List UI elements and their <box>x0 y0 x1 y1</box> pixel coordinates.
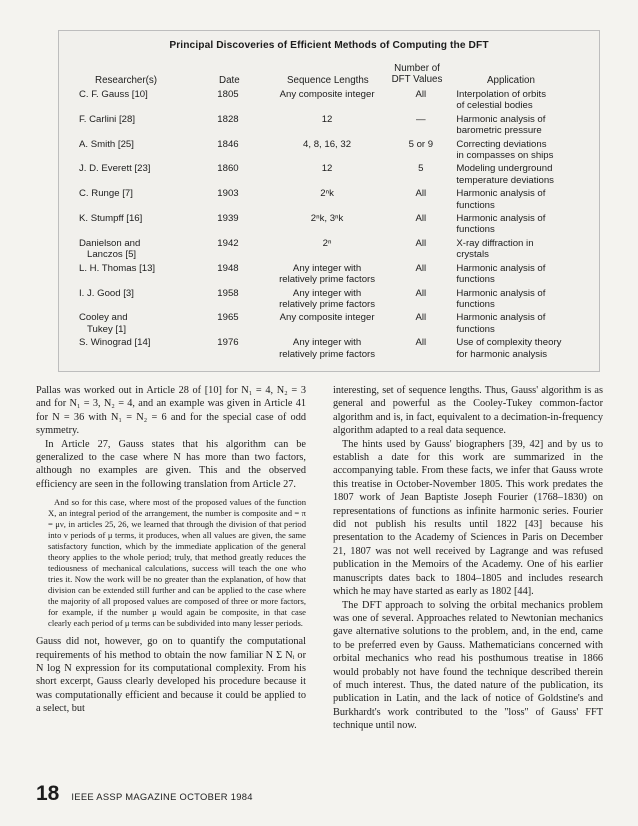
researcher-cell-line: I. J. Good [3] <box>79 287 134 299</box>
researcher-cell-line: S. Winograd [14] <box>79 337 151 349</box>
dft-values-cell <box>391 263 450 288</box>
application-cell-line: for harmonic analysis <box>456 348 548 360</box>
application-cell-line: temperature deviations <box>456 174 554 186</box>
application-cell-line: Harmonic analysis of <box>456 287 546 299</box>
sequence-lengths-cell <box>263 188 391 213</box>
application-cell-line: X-ray diffraction in <box>456 237 534 249</box>
researcher-cell <box>79 263 217 288</box>
dft-values-cell <box>391 337 450 362</box>
table-title: Principal Discoveries of Efficient Methods of Computing the DFT <box>169 40 489 51</box>
application-cell <box>450 238 589 263</box>
application-cell-line: Modeling underground <box>456 163 553 175</box>
sequence-lengths-cell <box>263 263 391 288</box>
date-cell-line: 1939 <box>217 213 239 225</box>
sequence-lengths-cell-line: relatively prime factors <box>279 274 376 286</box>
researcher-cell-line: C. Runge [7] <box>79 188 133 200</box>
date-cell-line: 1846 <box>217 138 239 150</box>
application-cell-line: Harmonic analysis of <box>456 213 546 225</box>
date-cell <box>217 114 263 139</box>
sequence-lengths-cell <box>263 238 391 263</box>
dft-values-cell-line: 5 <box>418 163 424 175</box>
date-cell <box>217 188 263 213</box>
date-cell <box>217 213 263 238</box>
dft-values-cell-line: — <box>416 113 426 125</box>
researcher-cell <box>79 238 217 263</box>
date-cell-line: 1965 <box>217 312 239 324</box>
date-cell <box>217 89 263 114</box>
researcher-cell <box>79 288 217 313</box>
table-row <box>79 263 589 288</box>
dft-values-cell-line: All <box>415 213 427 225</box>
table-row <box>79 114 589 139</box>
page-footer <box>36 782 253 806</box>
researcher-cell <box>79 89 217 114</box>
researcher-cell <box>79 213 217 238</box>
researcher-cell-line: A. Smith [25] <box>79 138 134 150</box>
researcher-cell-line: Tukey [1] <box>87 323 127 335</box>
sequence-lengths-cell-line: 4, 8, 16, 32 <box>303 138 352 150</box>
application-cell <box>450 163 589 188</box>
researcher-cell-line: Danielson and <box>79 237 141 249</box>
sequence-lengths-cell-line: 2ⁿk, 3ⁿk <box>310 213 344 225</box>
sequence-lengths-cell <box>263 89 391 114</box>
application-cell-line: functions <box>456 274 495 286</box>
application-cell <box>450 288 589 313</box>
application-cell <box>450 89 589 114</box>
application-cell-line: functions <box>456 298 495 310</box>
dft-values-cell <box>391 114 450 139</box>
dft-values-cell-line: All <box>415 287 427 299</box>
header-sequence-lengths: Sequence Lengths <box>287 75 369 86</box>
date-cell <box>217 163 263 188</box>
application-cell-line: in compasses on ships <box>456 150 554 162</box>
application-cell-line: functions <box>456 224 495 236</box>
application-cell <box>450 312 589 337</box>
application-cell-line: crystals <box>456 249 489 261</box>
dft-values-cell-line: All <box>415 89 427 100</box>
sequence-lengths-cell <box>263 288 391 313</box>
sequence-lengths-cell-line: Any composite integer <box>279 312 375 324</box>
sequence-lengths-cell-line: Any integer with <box>292 262 362 274</box>
dft-values-cell <box>391 139 450 164</box>
table-row <box>79 139 589 164</box>
application-cell <box>450 263 589 288</box>
date-cell <box>217 139 263 164</box>
left-column <box>36 384 306 716</box>
application-cell <box>450 337 589 362</box>
application-cell-line: barometric pressure <box>456 125 542 137</box>
table-row <box>79 238 589 263</box>
researcher-cell-line: L. H. Thomas [13] <box>79 262 156 274</box>
sequence-lengths-cell-line: relatively prime factors <box>279 298 376 310</box>
sequence-lengths-cell <box>263 337 391 362</box>
dft-values-cell <box>391 188 450 213</box>
application-cell-line: functions <box>456 199 495 211</box>
application-cell-line: Harmonic analysis of <box>456 188 546 200</box>
dft-values-cell <box>391 163 450 188</box>
application-cell-line: Harmonic analysis of <box>456 262 546 274</box>
table-row <box>79 188 589 213</box>
dft-values-cell-line: 5 or 9 <box>408 138 434 150</box>
paragraph: The hints used by Gauss' biographers [39, 42] and by us to establish a date for this work are summarized in the accompanying table. From these facts, we infer that Gauss wrote this treatise in October-November 1805. This work predates the 1807 work of Jean Baptiste Joseph Fourier (1768–1830) on representations of functions as infinite harmonic series. Fourier did not publish his results until 1822 [43] because his presentation to the Academy of Sciences in Paris on December 21, 1807 was not well received by Lagrange and was refused publication in the Memoirs of the Academy. One of his earlier manuscripts dates back to 1804–1805 and includes research which he may have started as early as 1802 [44]. <box>333 438 603 598</box>
dft-values-cell-line: All <box>415 262 427 274</box>
dft-values-cell <box>391 238 450 263</box>
date-cell <box>217 288 263 313</box>
application-cell-line: Harmonic analysis of <box>456 312 546 324</box>
dft-values-cell <box>391 89 450 114</box>
sequence-lengths-cell-line: 12 <box>321 113 333 125</box>
date-cell-line: 1976 <box>217 337 239 349</box>
date-cell <box>217 263 263 288</box>
sequence-lengths-cell <box>263 213 391 238</box>
sequence-lengths-cell <box>263 114 391 139</box>
date-cell-line: 1828 <box>217 113 239 125</box>
sequence-lengths-cell <box>263 312 391 337</box>
sequence-lengths-cell <box>263 139 391 164</box>
application-cell-line: Use of complexity theory <box>456 337 562 349</box>
date-cell <box>217 337 263 362</box>
date-cell-line: 1860 <box>217 163 239 175</box>
application-cell-line: Correcting deviations <box>456 138 547 150</box>
date-cell-line: 1948 <box>217 262 239 274</box>
sequence-lengths-cell-line: 2ⁿk <box>320 188 334 200</box>
table-row <box>79 337 589 362</box>
date-cell-line: 1958 <box>217 287 239 299</box>
sequence-lengths-cell-line: Any composite integer <box>279 89 375 100</box>
application-cell-line: functions <box>456 323 495 335</box>
dft-values-cell <box>391 213 450 238</box>
sequence-lengths-cell-line: 2ⁿ <box>322 237 332 249</box>
researcher-cell <box>79 114 217 139</box>
application-cell-line: of celestial bodies <box>456 100 533 112</box>
paragraph: interesting, set of sequence lengths. Thus, Gauss' algorithm is as general and powerful as the Cooley-Tukey common-factor algorithm and is, in fact, equivalent to a decimation-in-frequency algorithm adapted to a real data sequence. <box>333 385 603 437</box>
dft-values-cell-line: All <box>415 237 427 249</box>
researcher-cell-line: J. D. Everett [23] <box>79 163 151 175</box>
paragraph: In Article 27, Gauss states that his algorithm can be generalized to the case where N has more than two factors, although no examples are given. This and the observed efficiency are seen in the following translation from Article 27. <box>36 438 306 490</box>
sequence-lengths-cell <box>263 163 391 188</box>
dft-discoveries-table <box>58 30 600 372</box>
table-body <box>79 89 589 362</box>
researcher-cell <box>79 139 217 164</box>
sequence-lengths-cell-line: 12 <box>321 163 333 175</box>
application-cell-line: Interpolation of orbits <box>456 89 546 100</box>
table-row <box>79 89 589 114</box>
application-cell-line: Harmonic analysis of <box>456 113 546 125</box>
header-date: Date <box>219 75 240 86</box>
sequence-lengths-cell-line: Any integer with <box>292 337 362 349</box>
date-cell-line: 1903 <box>217 188 239 200</box>
researcher-cell-line: F. Carlini [28] <box>79 113 135 125</box>
page-number: 18 <box>36 782 60 805</box>
sequence-lengths-cell-line: relatively prime factors <box>279 348 376 360</box>
table-row <box>79 288 589 313</box>
researcher-cell <box>79 163 217 188</box>
researcher-cell <box>79 312 217 337</box>
researcher-cell-line: Lanczos [5] <box>87 249 137 261</box>
right-column <box>333 384 603 733</box>
table-row <box>79 213 589 238</box>
dft-values-cell-line: All <box>415 188 427 200</box>
magazine-issue: IEEE ASSP MAGAZINE OCTOBER 1984 <box>71 791 253 802</box>
date-cell <box>217 238 263 263</box>
table-row <box>79 312 589 337</box>
researcher-cell <box>79 337 217 362</box>
paragraph: Gauss did not, however, go on to quantify the computational requirements of his method to obtain the now familiar N Σ Nᵢ or N log N expression for its computational complexity. From his short excerpt, Gauss clearly developed his procedure because it was computationally efficient and because it could be applied to a select, but <box>36 636 306 715</box>
researcher-cell-line: Cooley and <box>79 312 128 324</box>
dft-values-cell <box>391 312 450 337</box>
header-number-of-dft-values: Number of DFT Values <box>391 63 443 85</box>
quotation: And so for this case, where most of the proposed values of the function X, an integral period of the arrangement, the number is composite and = π = μν, in articles 25, 26, we learned that through the division of that period into ν periods of μ terms, it produces, when all values are given, the same satisfactory function, which by the immediate application of the general theory applies to the whole period; truly, that method greatly reduces the tediousness of mechanical calculations, success will teach the one who tries it. Now the work will be no greater than the explanation, of how that division can be extended still further and can be applied to the case where the majority of all proposed values are composed of three or more factors, for example, if the number μ would again be composite, in that case clearly each period of μ terms can be subdivided into many lesser periods. <box>48 497 306 629</box>
header-application: Application <box>487 75 535 86</box>
date-cell-line: 1942 <box>217 237 239 249</box>
researcher-cell-line: C. F. Gauss [10] <box>79 89 148 100</box>
application-cell <box>450 139 589 164</box>
researcher-cell-line: K. Stumpff [16] <box>79 213 143 225</box>
sequence-lengths-cell-line: Any integer with <box>292 287 362 299</box>
header-researcher: Researcher(s) <box>95 75 158 86</box>
dft-values-cell-line: All <box>415 312 427 324</box>
table-row <box>79 163 589 188</box>
application-cell <box>450 188 589 213</box>
application-cell <box>450 114 589 139</box>
application-cell <box>450 213 589 238</box>
dft-values-cell-line: All <box>415 337 427 349</box>
researcher-cell <box>79 188 217 213</box>
paragraph: Pallas was worked out in Article 28 of [10] for N₁ = 4, N₂ = 3 and for N₁ = 3, N₂ = 4, and an example was given in Article 41 for N = 36 with N₁ = N₂ = 6 and for the special case of odd symmetry. <box>36 385 306 437</box>
date-cell <box>217 312 263 337</box>
paragraph: The DFT approach to solving the orbital mechanics problem was one of several. Approaches related to Newtonian mechanics gave alternative solutions to the problem, and, in the end, came to be preferred even by Gauss. Mathematicians concerned with orbital mechanics who read his posthumous treatise in 1866 would probably not have found the technique described therein of much interest. Thus, the dated nature of the publication, its publication in Latin, and the lack of notice of Goldstine's and Burkhardt's work contributed to the "loss" of Gauss' FFT technique until now. <box>333 599 603 732</box>
dft-values-cell <box>391 288 450 313</box>
date-cell-line: 1805 <box>217 89 239 100</box>
